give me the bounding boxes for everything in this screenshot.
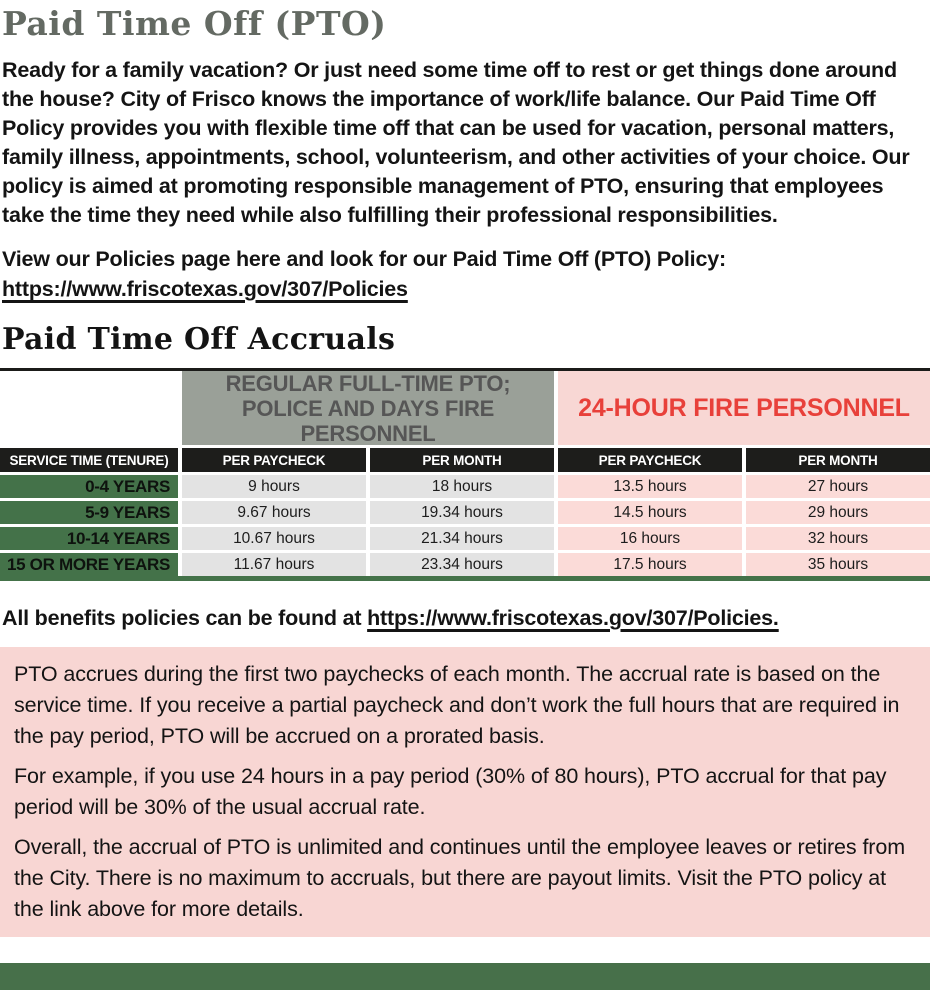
table-cell: 29 hours	[746, 501, 930, 524]
benefits-line-prefix: All benefits policies can be found at	[2, 606, 368, 630]
pto-accruals-table	[0, 368, 930, 581]
pto-accrual-note-box	[0, 647, 930, 937]
table-cell: 16 hours	[558, 527, 742, 550]
table-cell: 13.5 hours	[558, 475, 742, 498]
accruals-heading: Paid Time Off Accruals	[2, 322, 396, 357]
table-cell: 18 hours	[370, 475, 554, 498]
table-cell: 19.34 hours	[370, 501, 554, 524]
table-cell: 32 hours	[746, 527, 930, 550]
tenure-label-5-9: 5-9 YEARS	[0, 501, 178, 524]
tenure-label-0-4: 0-4 YEARS	[0, 475, 178, 498]
policies-page-link[interactable]: https://www.friscotexas.gov/307/Policies	[2, 277, 408, 301]
table-cell: 21.34 hours	[370, 527, 554, 550]
table-cell: 23.34 hours	[370, 553, 554, 576]
note-paragraph-accrual-rate: PTO accrues during the first two paychecks of each month. The accrual rate is based on the service time. If you receive a partial paycheck and don’t work the full hours that are required in the pay period, PTO will be accrued on a prorated basis.	[14, 662, 900, 748]
table-cell: 27 hours	[746, 475, 930, 498]
group-header-regular-fulltime	[182, 371, 554, 445]
table-cell: 11.67 hours	[182, 553, 366, 576]
column-header-per-month-regular: PER MONTH	[370, 448, 554, 472]
table-cell: 9.67 hours	[182, 501, 366, 524]
benefits-policies-link[interactable]: https://www.friscotexas.gov/307/Policies.	[367, 606, 779, 630]
policies-line-prefix: View our Policies page here and look for our Paid Time Off (PTO) Policy:	[2, 247, 726, 271]
note-paragraph-example: For example, if you use 24 hours in a pay period (30% of 80 hours), PTO accrual for that pay period will be 30% of the usual accrual rate.	[14, 764, 887, 819]
table-cell: 9 hours	[182, 475, 366, 498]
table-cell: 35 hours	[746, 553, 930, 576]
table-cell: 10.67 hours	[182, 527, 366, 550]
intro-paragraph: Ready for a family vacation? Or just need some time off to rest or get things done around the house? City of Frisco knows the importance of work/life balance. Our Paid Time Off Policy provides you with flexible time off that can be used for vacation, personal matters, family illness, appointments, school, volunteerism, and other activities of your choice. Our policy is aimed at promoting responsible management of PTO, ensuring that employees take the time they need while also fulfilling their professional responsibilities.	[2, 58, 910, 227]
table-cell: 17.5 hours	[558, 553, 742, 576]
tenure-label-10-14: 10-14 YEARS	[0, 527, 178, 550]
column-header-service-time: SERVICE TIME (TENURE)	[0, 448, 178, 472]
column-header-per-month-fire: PER MONTH	[746, 448, 930, 472]
footer-green-bar	[0, 963, 930, 990]
tenure-label-15-plus: 15 OR MORE YEARS	[0, 553, 178, 576]
column-header-per-paycheck-fire: PER PAYCHECK	[558, 448, 742, 472]
group-header-empty-cell	[0, 371, 178, 445]
page-title: Paid Time Off (PTO)	[2, 4, 387, 43]
all-benefits-link-line	[0, 581, 930, 633]
table-cell: 14.5 hours	[558, 501, 742, 524]
group-header-24hour-fire	[558, 371, 930, 445]
policies-link-line	[0, 230, 930, 304]
column-header-per-paycheck-regular: PER PAYCHECK	[182, 448, 366, 472]
group-header-fire-label: 24-HOUR FIRE PERSONNEL	[578, 393, 910, 422]
group-header-regular-label: REGULAR FULL-TIME PTO; POLICE AND DAYS FIRE PERSONNEL	[225, 370, 511, 446]
note-paragraph-unlimited: Overall, the accrual of PTO is unlimited and continues until the employee leaves or retires from the City. There is no maximum to accruals, but there are payout limits. Visit the PTO policy at the link above for more details.	[14, 835, 906, 921]
